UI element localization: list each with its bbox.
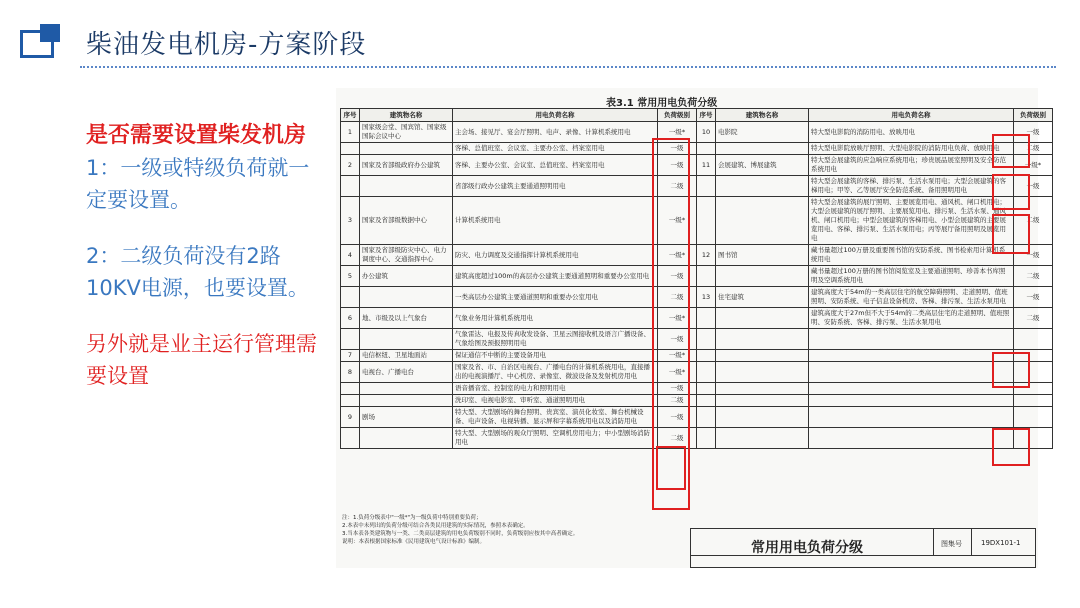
footer-separator	[933, 529, 934, 555]
table-cell-bld	[360, 395, 453, 407]
table-row	[341, 329, 1053, 350]
table-cell-lv: 一级*	[658, 197, 697, 245]
table-cell-lv	[1014, 395, 1053, 407]
table-cell-lv: 一级	[658, 383, 697, 395]
table-cell-bld	[360, 383, 453, 395]
table-cell-lv: 一级	[1014, 245, 1053, 266]
point-1-text: 1：一级或特级负荷就一定要设置。	[86, 156, 310, 212]
table-cell-desc: 建筑高度大于27m但不大于54m的二类高层住宅的走道照明、值班照明、安防系统、客梯、排污泵、生活水泵用电	[809, 308, 1014, 329]
table-cell-bld	[360, 287, 453, 308]
table-cell-desc	[809, 329, 1014, 350]
header-cell: 用电负荷名称	[453, 109, 658, 122]
header-cell: 负荷级别	[658, 109, 697, 122]
table-cell-no: 3	[341, 197, 360, 245]
table-cell-desc	[809, 395, 1014, 407]
table-cell-desc	[809, 383, 1014, 395]
note-line: 3.当本表各类建筑物与一类、二类高层建筑的用电负荷级别不同时，负荷级别应按其中高者确定。	[342, 531, 579, 537]
table-cell-no: 12	[697, 245, 716, 266]
table-cell-lv: 一级	[658, 266, 697, 287]
table-cell-bld	[716, 143, 809, 155]
table-row	[341, 287, 1053, 308]
footer-atlas-label: 图集号	[941, 540, 962, 548]
table-cell-lv: 二级	[1014, 266, 1053, 287]
table-cell-bld: 图书馆	[716, 245, 809, 266]
table-cell-no	[341, 143, 360, 155]
highlight-box-level-11b	[992, 214, 1030, 254]
table-cell-desc: 客梯、主要办公室、会议室、总值班室、档案室用电	[453, 155, 658, 176]
table-cell-no	[341, 329, 360, 350]
table-header-row	[341, 109, 1053, 122]
table-cell-bld: 电影院	[716, 122, 809, 143]
table-cell-bld	[716, 383, 809, 395]
table-cell-lv: 一级*	[658, 308, 697, 329]
table-cell-bld	[716, 308, 809, 329]
table-row	[341, 428, 1053, 449]
table-cell-no	[341, 395, 360, 407]
table-cell-lv: 二级	[1014, 143, 1053, 155]
table-cell-bld: 地、市级及以上气象台	[360, 308, 453, 329]
table-cell-no	[697, 308, 716, 329]
table-row	[341, 350, 1053, 362]
table-cell-desc: 气象业务用计算机系统用电	[453, 308, 658, 329]
table-cell-no	[341, 383, 360, 395]
table-cell-no	[697, 266, 716, 287]
table-cell-bld: 剧场	[360, 407, 453, 428]
table-cell-bld	[716, 266, 809, 287]
table-cell-no: 13	[697, 287, 716, 308]
note-line: 注：1.负荷分级表中"一级*"为一级负荷中特别重要负荷；	[342, 515, 482, 521]
table-row	[341, 395, 1053, 407]
table-cell-lv: 二级	[658, 176, 697, 197]
table-cell-lv: 一级*	[658, 245, 697, 266]
table-cell-lv: 一级	[658, 155, 697, 176]
table-cell-desc: 特大型、大型剧场的观众厅照明、空调机房用电力；中小型剧场消防用电	[453, 428, 658, 449]
table-cell-no	[697, 395, 716, 407]
table-cell-bld: 电信枢纽、卫星地面站	[360, 350, 453, 362]
table-cell-lv: 一级*	[1014, 155, 1053, 176]
left-text-panel	[86, 120, 326, 392]
table-cell-no: 4	[341, 245, 360, 266]
table-row	[341, 383, 1053, 395]
table-cell-desc: 防灾、电力调度及交通指挥计算机系统用电	[453, 245, 658, 266]
table-cell-lv: 一级*	[658, 122, 697, 143]
table-cell-lv: 一级	[658, 329, 697, 350]
highlight-box-level-10	[992, 134, 1030, 168]
table-row	[341, 308, 1053, 329]
table-cell-no: 11	[697, 155, 716, 176]
table-cell-desc: 藏书量超过100万册及重要图书馆的安防系统、图书检索用计算机系统用电	[809, 245, 1014, 266]
header-divider	[80, 66, 1056, 68]
table-cell-desc: 特大型电影院放映厅照明、大型电影院的消防用电负荷、放映用电	[809, 143, 1014, 155]
table-cell-no	[697, 428, 716, 449]
table-cell-lv: 二级	[1014, 197, 1053, 245]
table-cell-lv: 一级*	[658, 362, 697, 383]
table-cell-no: 2	[341, 155, 360, 176]
table-cell-lv	[1014, 329, 1053, 350]
table-cell-desc: 计算机系统用电	[453, 197, 658, 245]
point-2-text: 2：二级负荷没有2路10KV电源，也要设置。	[86, 244, 309, 300]
table-cell-bld	[716, 428, 809, 449]
table-cell-desc: 一类高层办公建筑主要通道照明和重要办公室用电	[453, 287, 658, 308]
table-cell-desc: 国家及省、市、自治区电视台、广播电台的计算机系统用电，直接播出的电视演播厅、中心机房、录像室、微波设备及发射机房用电	[453, 362, 658, 383]
table-cell-lv: 一级	[658, 143, 697, 155]
table-cell-bld	[360, 428, 453, 449]
table-cell-lv: 一级	[1014, 176, 1053, 197]
page-title: 柴油发电机房-方案阶段	[86, 30, 367, 60]
table-cell-bld: 国家及省部级政府办公建筑	[360, 155, 453, 176]
table-cell-desc: 特大型会展建筑的客梯、排污泵、生活水泵用电；大型会展建筑的客梯用电；甲等、乙等展厅安全防范系统、备用照明用电	[809, 176, 1014, 197]
table-cell-bld: 电视台、广播电台	[360, 362, 453, 383]
table-cell-bld: 办公建筑	[360, 266, 453, 287]
table-cell-desc: 洗印室、电视电影室、审听室、通道照明用电	[453, 395, 658, 407]
table-cell-desc	[809, 407, 1014, 428]
point-3-text: 另外就是业主运行管理需要设置	[86, 332, 317, 388]
table-cell-no: 9	[341, 407, 360, 428]
table-cell-desc	[809, 350, 1014, 362]
highlight-box-level-9	[656, 446, 686, 490]
table-cell-lv: 二级	[1014, 308, 1053, 329]
table-row	[341, 122, 1053, 143]
table-cell-bld	[360, 329, 453, 350]
highlight-box-level-12	[992, 352, 1030, 388]
table-cell-desc: 特大型电影院的消防用电、放映用电	[809, 122, 1014, 143]
table-cell-bld	[360, 143, 453, 155]
table-cell-bld	[716, 176, 809, 197]
header-cell: 负荷级别	[1014, 109, 1053, 122]
header-cell: 序号	[697, 109, 716, 122]
table-cell-lv: 一级	[658, 407, 697, 428]
footer-title: 常用用电负荷分级	[751, 540, 863, 556]
table-cell-no	[697, 383, 716, 395]
header-cell: 序号	[341, 109, 360, 122]
table-cell-desc: 特大型、大型剧场的舞台照明、贵宾室、演员化妆室、舞台机械设备、电声设备、电视转播、显示屏和字幕系统用电以及消防用电	[453, 407, 658, 428]
table-cell-bld	[716, 329, 809, 350]
footer-divider	[691, 555, 1035, 556]
table-cell-lv: 二级	[658, 287, 697, 308]
table-cell-no: 5	[341, 266, 360, 287]
table-cell-lv: 一级	[1014, 287, 1053, 308]
logo-icon	[20, 24, 64, 60]
table-cell-no	[697, 407, 716, 428]
table-cell-no	[697, 176, 716, 197]
table-cell-no: 6	[341, 308, 360, 329]
table-cell-desc: 语音播音室、控制室的电力和照明用电	[453, 383, 658, 395]
table-cell-bld: 会展建筑、博展建筑	[716, 155, 809, 176]
question-text: 是否需要设置柴发机房	[86, 123, 307, 148]
table-cell-no: 8	[341, 362, 360, 383]
table-row	[341, 197, 1053, 245]
table-cell-bld	[716, 362, 809, 383]
header-cell: 建筑物名称	[360, 109, 453, 122]
load-classification-table	[340, 108, 1053, 449]
table-cell-no: 7	[341, 350, 360, 362]
table-cell-bld	[716, 350, 809, 362]
table-cell-lv: 一级	[1014, 122, 1053, 143]
table-cell-bld: 国家及省部级防灾中心、电力调度中心、交通指挥中心	[360, 245, 453, 266]
table-row	[341, 266, 1053, 287]
header	[0, 0, 1080, 72]
table-cell-desc: 客梯、总值班室、会议室、主要办公室、档案室用电	[453, 143, 658, 155]
table-cell-no	[697, 197, 716, 245]
table-row	[341, 143, 1053, 155]
table-cell-no: 10	[697, 122, 716, 143]
table-cell-desc: 建筑高度大于54m的一类高层住宅的航空障碍照明、走道照明、值班照明、安防系统、电子信息设备机房、客梯、排污泵、生活水泵用电	[809, 287, 1014, 308]
table-cell-desc: 省部级行政办公建筑主要通道照明用电	[453, 176, 658, 197]
table-cell-desc: 藏书量超过100万册的图书馆阅览室及主要通道照明、珍善本书库照明及空调系统用电	[809, 266, 1014, 287]
table-cell-desc: 气象雷达、电报及传真收发设备、卫星云图接收机及语言广播设备、气象绘图及预报照明用电	[453, 329, 658, 350]
table-row	[341, 407, 1053, 428]
table-cell-desc	[809, 428, 1014, 449]
table-cell-bld	[716, 395, 809, 407]
table-row	[341, 245, 1053, 266]
table-cell-bld	[360, 176, 453, 197]
table-cell-no: 1	[341, 122, 360, 143]
document-title-block	[690, 528, 1036, 568]
table-cell-lv: 二级	[658, 395, 697, 407]
note-line: 2.本表中未列出的负荷分级可结合各类民用建筑的实际情况，参照本表确定。	[342, 523, 529, 529]
highlight-box-level-11a	[992, 174, 1030, 210]
table-cell-no	[697, 362, 716, 383]
table-cell-desc: 主会场、接见厅、宴会厅照明、电声、录像、计算机系统用电	[453, 122, 658, 143]
table-cell-no	[697, 350, 716, 362]
table-cell-desc: 建筑高度超过100m的高层办公建筑主要通道照明和重要办公室用电	[453, 266, 658, 287]
header-cell: 用电负荷名称	[809, 109, 1014, 122]
document-notes	[342, 514, 702, 546]
table-cell-bld	[716, 407, 809, 428]
load-classification-document	[336, 88, 1046, 568]
table-cell-bld: 国家级会堂、国宾馆、国家级国际会议中心	[360, 122, 453, 143]
table-cell-lv: 一级*	[658, 350, 697, 362]
note-line: 说明：本表根据国家标准《民用建筑电气设计标准》编制。	[342, 539, 486, 545]
table-cell-lv	[1014, 407, 1053, 428]
table-cell-no	[341, 176, 360, 197]
table-cell-bld: 住宅建筑	[716, 287, 809, 308]
footer-separator	[971, 529, 972, 555]
table-cell-desc: 特大型会展建筑的应急响应系统用电；珍贵展品展室照明及安全防范系统用电	[809, 155, 1014, 176]
table-cell-no	[697, 143, 716, 155]
header-cell: 建筑物名称	[716, 109, 809, 122]
document-title: 表3.1 常用用电负荷分级	[606, 98, 718, 109]
table-cell-desc	[809, 362, 1014, 383]
table-row	[341, 362, 1053, 383]
table-cell-bld: 国家及省部级数据中心	[360, 197, 453, 245]
table-cell-no	[697, 329, 716, 350]
highlight-box-level-13	[992, 428, 1030, 466]
table-row	[341, 176, 1053, 197]
table-cell-bld	[716, 197, 809, 245]
table-row	[341, 155, 1053, 176]
table-cell-no	[341, 287, 360, 308]
table-cell-lv: 二级	[658, 428, 697, 449]
table-cell-no	[341, 428, 360, 449]
table-cell-desc: 特大型会展建筑的展厅照明、主要展览用电、通风机、闸口机用电；大型会展建筑的展厅照明、主要展览用电、排污泵、生活水泵、通风机、闸口机用电；中型会展建筑的客梯用电、小型会展建筑的主要展览用电、客梯、排污泵、生活水泵用电；丙等展厅备用照明及展览用电	[809, 197, 1014, 245]
table-cell-desc: 保证通信不中断的主要设备用电	[453, 350, 658, 362]
footer-atlas-code: 19DX101-1	[981, 539, 1021, 547]
